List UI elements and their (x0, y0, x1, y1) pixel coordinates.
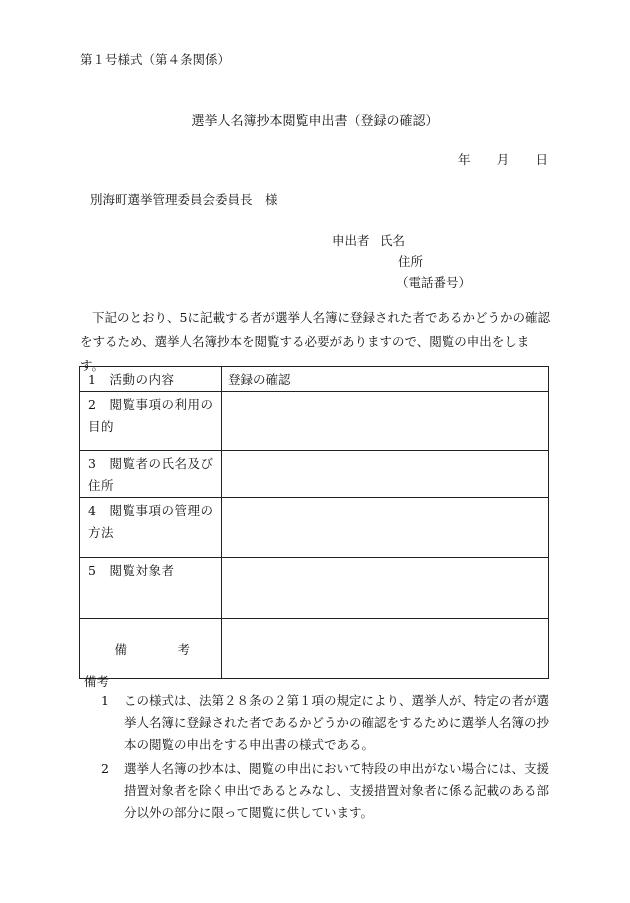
row-label-purpose: 2 閲覧事項の利用の目的 (80, 392, 222, 451)
date-day-label: 日 (535, 152, 548, 167)
applicant-block (332, 229, 471, 292)
remarks-label-char-1: 備 (114, 641, 128, 657)
intro-paragraph: 下記のとおり、5に記載する者が選挙人名簿に登録された者であるかどうかの確認をするため、選挙人名簿抄本を閲覧する必要がありますので、閲覧の申出をします。 (80, 310, 550, 373)
addressee: 別海町選挙管理委員会委員長 様 (90, 192, 278, 207)
applicant-name-label: 氏名 (380, 232, 406, 248)
note-number: 1 (101, 693, 109, 708)
application-table (79, 366, 549, 679)
applicant-phone-label: （電話番号） (396, 274, 472, 290)
table-row (80, 498, 549, 558)
row-label-target: 5 閲覧対象者 (80, 558, 222, 619)
row-value-purpose[interactable] (222, 392, 549, 451)
remarks-label-char-2: 考 (177, 641, 191, 657)
date-month-label: 月 (496, 152, 510, 167)
row-value-remarks[interactable] (222, 619, 549, 679)
notes-heading: 備考 (84, 674, 110, 689)
row-value-viewer[interactable] (222, 451, 549, 498)
note-text: 選挙人名簿の抄本は、閲覧の申出において特段の申出がない場合には、支援措置対象者を除く申出であるとみなし、支援措置対象者に係る記載のある部分以外の部分に限って閲覧に供しています。 (124, 761, 550, 820)
row-label-remarks (80, 619, 222, 679)
notes-list (86, 690, 552, 826)
row-value-management[interactable] (222, 498, 549, 558)
applicant-label: 申出者 (332, 232, 370, 248)
list-item (86, 758, 552, 824)
date-year-label: 年 (458, 152, 471, 167)
row-value-activity[interactable]: 登録の確認 (222, 367, 549, 392)
applicant-address-label: 住所 (398, 253, 424, 269)
table-row (80, 619, 549, 679)
note-number: 2 (101, 761, 109, 776)
document-title: 選挙人名簿抄本閲覧申出書（登録の確認） (191, 114, 439, 129)
form-number-label: 第１号様式（第４条関係） (80, 52, 231, 67)
table-row (80, 367, 549, 392)
row-value-target[interactable] (222, 558, 549, 619)
table-row (80, 558, 549, 619)
table-row (80, 451, 549, 498)
list-item (86, 690, 552, 756)
row-label-activity: 1 活動の内容 (80, 367, 222, 392)
row-label-viewer: 3 閲覧者の氏名及び住所 (80, 451, 222, 498)
table-row (80, 392, 549, 451)
note-text: この様式は、法第２８条の２第１項の規定により、選挙人が、特定の者が選挙人名簿に登録された者であるかどうかの確認をするために選挙人名簿の抄本の閲覧の申出をする申出書の様式である。 (124, 693, 550, 752)
row-label-management: 4 閲覧事項の管理の方法 (80, 498, 222, 558)
date-line (458, 150, 548, 168)
